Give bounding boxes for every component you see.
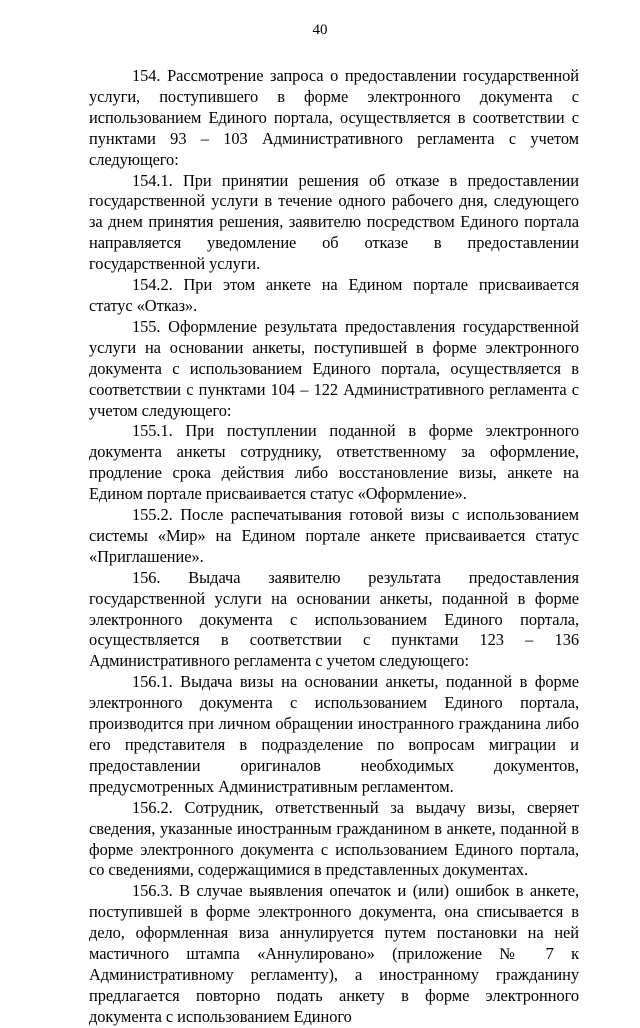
paragraph-156-3: 156.3. В случае выявления опечаток и (или) ошибок в анкете, поступившей в форме электронного документа, она списывается в дело, оформленная виза аннулируется путем постановки на ней мастичного штампа «Аннулировано» (приложение № 7 к Административному регламенту), а иностранному гражданину предлагается повторно подать анкету в форме электронного документа с использованием Единого xyxy=(89,881,579,1026)
paragraph-156-1: 156.1. Выдача визы на основании анкеты, поданной в форме электронного документа с использованием Единого портала, производится при личном обращении иностранного гражданина либо его представителя в подразделение по вопросам миграции и предоставлении оригиналов необходимых документов, предусмотренных Административным регламентом. xyxy=(89,672,579,796)
paragraph-154-2: 154.2. При этом анкете на Едином портале присваивается статус «Отказ». xyxy=(89,275,579,315)
paragraph-155-2: 155.2. После распечатывания готовой визы с использованием системы «Мир» на Едином портале анкете присваивается статус «Приглашение». xyxy=(89,505,579,566)
paragraph-156: 156. Выдача заявителю результата предоставления государственной услуги на основании анкеты, поданной в форме электронного документа с использованием Единого портала, осуществляется в соответствии с пунктами 123 – 136 Административного регламента с учетом следующего: xyxy=(89,567,579,671)
paragraph-154: 154. Рассмотрение запроса о предоставлении государственной услуги, поступившего в форме электронного документа с использованием Единого портала, осуществляется в соответствии с пунктами 93 – 103 Административного регламента с учетом следующего: xyxy=(89,66,579,169)
paragraph-156-2: 156.2. Сотрудник, ответственный за выдачу визы, сверяет сведения, указанные иностранным гражданином в анкете, поданной в форме электронного документа с использованием Единого портала, со сведениями, содержащимися в представленных документах. xyxy=(89,797,579,880)
paragraph-155-1: 155.1. При поступлении поданной в форме электронного документа анкеты сотруднику, ответственному за оформление, продление срока действия либо восстановление визы, анкете на Едином портале присваивается статус «Оформление». xyxy=(89,421,579,504)
document-body xyxy=(89,66,579,1028)
paragraph-155: 155. Оформление результата предоставления государственной услуги на основании анкеты, поступившей в форме электронного документа с использованием Единого портала, осуществляется в соответствии с пунктами 104 – 122 Административного регламента с учетом следующего: xyxy=(89,316,579,420)
page-number: 40 xyxy=(312,22,328,38)
paragraph-154-1: 154.1. При принятии решения об отказе в предоставлении государственной услуги в течение одного рабочего дня, следующего за днем принятия решения, заявителю посредством Единого портала направляется уведомление об отказе в предоставлении государственной услуги. xyxy=(89,170,579,274)
